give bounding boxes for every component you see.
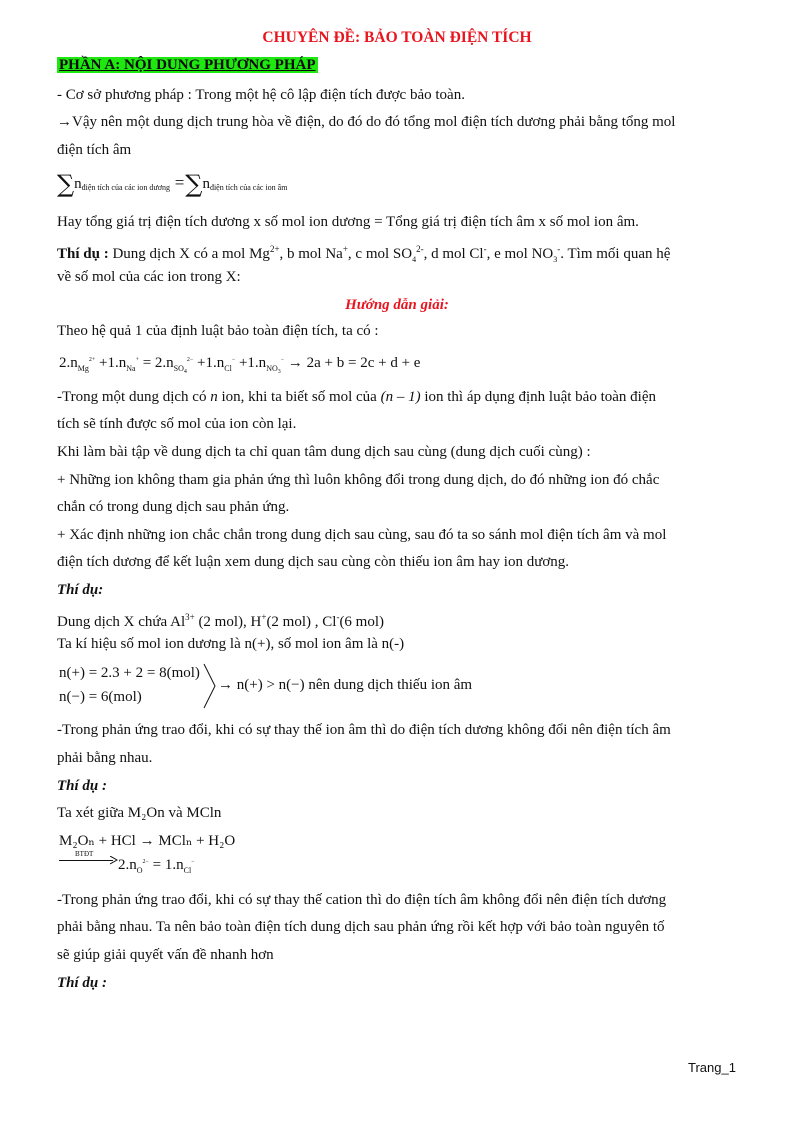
formula-reaction: M₂Oₙ + HCl → MClₙ + H₂O	[59, 833, 236, 849]
f2-s5sub: 3	[277, 369, 281, 375]
ex1-text-e: , e mol NO	[486, 246, 554, 262]
so4-charge: 2-	[416, 244, 424, 254]
p5-n: n	[210, 389, 218, 405]
f4-s2sup: −	[191, 859, 195, 865]
f4-t1: 2.n	[118, 857, 137, 873]
page-number: Trang_1	[688, 1060, 736, 1075]
f2-s2: Na	[126, 364, 136, 373]
paragraph-conclusion-line2: điện tích âm	[57, 142, 132, 158]
paragraph-anion-exchange-line1: -Trong phản ứng trao đổi, khi có sự thay thế ion âm thì do điện tích dương không đổi nên điện tích âm	[57, 722, 671, 738]
formula-n-right: n	[202, 176, 210, 192]
ex1-text-d: , d mol Cl	[423, 246, 484, 262]
paragraph-cation-exchange-line1: -Trong phản ứng trao đổi, khi có sự thay thế cation thì do điện tích âm không đổi nên điện tích dương	[57, 892, 667, 908]
example-4-label: Thí dụ :	[57, 975, 108, 991]
example-1-label: Thí dụ :	[57, 246, 109, 262]
right-brace-icon	[203, 663, 217, 709]
na-charge: +	[342, 244, 348, 254]
paragraph-cation-exchange-line3: sẽ giúp giải quyết vấn đề nhanh hơn	[57, 947, 274, 963]
f2-s1: Mg	[77, 364, 89, 373]
paragraph-determine-line1: + Xác định những ion chắc chắn trong dung dịch sau cùng, sau đó ta so sánh mol điện tích âm và mol	[57, 527, 667, 543]
ex2-c: (2 mol) , Cl	[266, 614, 337, 630]
example-2-solution-x	[57, 608, 384, 631]
mg-charge: 2+	[269, 244, 280, 254]
cl-charge: -	[483, 244, 487, 254]
ex1-text-f: . Tìm mối quan hệ	[560, 246, 671, 262]
f4-s2: Cl	[183, 866, 192, 875]
paragraph-n-ions-line2: tích sẽ tính được số mol của ion còn lại.	[57, 416, 297, 432]
f2-s4sup: −	[231, 357, 236, 363]
ex1-text-b: , b mol Na	[279, 246, 343, 262]
paragraph-consider: Ta xét giữa M₂On và MCln	[57, 805, 222, 821]
document-title: CHUYÊN ĐỀ: BẢO TOÀN ĐIỆN TÍCH	[262, 29, 532, 46]
f2-s3sup: 2−	[186, 357, 194, 363]
example-3-label: Thí dụ :	[57, 778, 108, 794]
ex2-a: Dung dịch X chứa Al	[57, 614, 186, 630]
f4-t2: = 1.n	[148, 857, 184, 873]
ex2-d: (6 mol)	[339, 614, 385, 630]
f4-s1sup: 2−	[142, 859, 149, 865]
paragraph-unreacted-line2: chắn có trong dung dịch sau phản ứng.	[57, 499, 290, 515]
formula-charge-example	[59, 351, 420, 381]
example-1-line2: về số mol của các ion trong X:	[57, 269, 241, 285]
formula-right-subscript: điện tích của các ion âm	[209, 183, 288, 192]
example-1-line1	[57, 240, 670, 269]
paragraph-corollary: Theo hệ quả 1 của định luật bảo toàn điện tích, ta có :	[57, 323, 379, 339]
solution-heading: Hướng dẫn giải:	[345, 297, 449, 313]
f2-s5: NO	[266, 364, 278, 373]
f2-t5: +1.n	[235, 355, 267, 371]
ex1-text-a: Dung dịch X có a mol Mg	[108, 246, 270, 262]
paragraph-unreacted-line1: + Những ion không tham gia phản ứng thì luôn không đổi trong dung dịch, do đó những ion đó chắc	[57, 472, 660, 488]
f2-t4: +1.n	[193, 355, 225, 371]
section-a-heading: PHẦN A: NỘI DUNG PHƯƠNG PHÁP	[59, 57, 316, 73]
cl-charge-2: -	[336, 612, 340, 622]
paragraph-determine-line2: điện tích dương để kết luận xem dung dịch sau cùng còn thiếu ion âm hay ion dương.	[57, 554, 570, 570]
formula-n-plus: n(+) = 2.3 + 2 = 8(mol)	[59, 665, 200, 681]
al-charge: 3+	[185, 612, 195, 622]
arrow-line	[59, 860, 113, 861]
paragraph-cation-exchange-line2: phải bằng nhau. Ta nên bảo toàn điện tích dung dịch sau phản ứng rồi kết hợp với bảo toàn nguyên tố	[57, 919, 665, 935]
f2-t1: 2.n	[59, 355, 78, 371]
sigma-symbol-right: ∑	[185, 170, 203, 198]
formula-left-subscript: điện tích của các ion dương	[81, 183, 170, 192]
sigma-symbol: ∑	[57, 170, 75, 198]
f2-s1sup: 2+	[88, 357, 96, 363]
f4-s1: O	[136, 866, 143, 875]
section-a-heading-row	[57, 56, 318, 74]
paragraph-conclusion-line1: →Vậy nên một dung dịch trung hòa về điện, do đó do đó tổng mol điện tích dương phải bằng tổng mol	[57, 114, 676, 130]
f2-t3: = 2.n	[138, 355, 174, 371]
f2-s4: Cl	[224, 364, 232, 373]
p5-pre: -Trong một dung dịch có	[57, 389, 211, 405]
f2-s3sub: 4	[183, 369, 187, 375]
arrow-head-icon	[110, 856, 118, 865]
formula-charge-balance	[57, 170, 288, 198]
f3-result: → n(+) > n(−)	[218, 677, 305, 693]
p5-mid: ion, khi ta biết số mol của	[217, 389, 381, 405]
f2-t6: → 2a + b = 2c + d + e	[284, 355, 421, 371]
p5-n1: (n – 1)	[380, 389, 421, 405]
f2-s2sup: +	[135, 357, 139, 363]
paragraph-n-ions-line1	[57, 388, 656, 406]
arrow-label-btdt: BTĐT	[75, 850, 94, 858]
h-charge: +	[261, 612, 267, 622]
so4-sub: 4	[412, 255, 417, 264]
paragraph-final-solution: Khi làm bài tập về dung dịch ta chỉ quan tâm dung dịch sau cùng (dung dịch cuối cùng) :	[57, 444, 591, 460]
formula-n-minus: n(−) = 6(mol)	[59, 689, 142, 705]
formula-btdt-result	[118, 853, 195, 880]
ex1-text-c: , c mol SO	[347, 246, 413, 262]
formula-comparison	[218, 676, 472, 694]
paragraph-anion-exchange-line2: phải bằng nhau.	[57, 750, 153, 766]
ex2-b: (2 mol), H	[194, 614, 262, 630]
p5-post: ion thì áp dụng định luật bảo toàn điện	[420, 389, 656, 405]
paragraph-statement: Hay tổng giá trị điện tích dương x số mol ion dương = Tổng giá trị điện tích âm x số mol ion âm.	[57, 214, 639, 230]
formula-equals: =	[174, 173, 185, 192]
paragraph-basis: - Cơ sở phương pháp : Trong một hệ cô lập điện tích được bảo toàn.	[57, 87, 465, 103]
f3-text: nên dung dịch thiếu ion âm	[304, 677, 473, 693]
f2-s5sup: −	[280, 357, 285, 363]
example-2-label: Thí dụ:	[57, 582, 104, 598]
f2-t2: +1.n	[95, 355, 127, 371]
f2-s3: SO	[173, 364, 184, 373]
no3-charge: -	[557, 244, 561, 254]
formula-n: n	[74, 176, 82, 192]
paragraph-notation: Ta kí hiệu số mol ion dương là n(+), số mol ion âm là n(-)	[57, 636, 405, 652]
no3-sub: 3	[553, 255, 558, 264]
